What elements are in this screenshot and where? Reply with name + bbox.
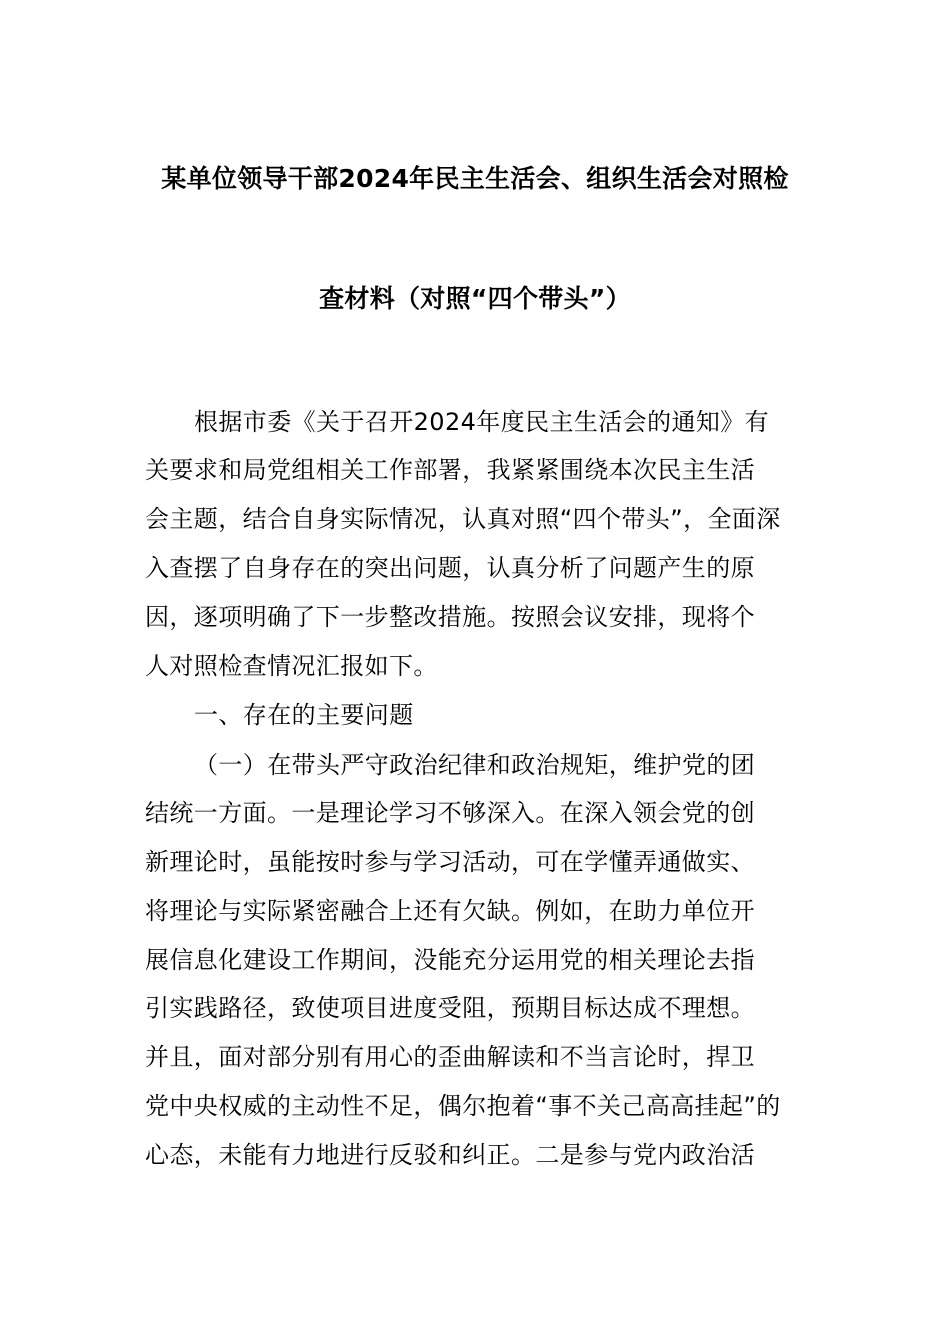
- paragraph-line: 并且，面对部分别有用心的歪曲解读和不当言论时，捍卫: [145, 1043, 755, 1071]
- paragraph-line: 心态，未能有力地进行反驳和纠正。二是参与党内政治活: [145, 1141, 755, 1169]
- paragraph-line: 入查摆了自身存在的突出问题，认真分析了问题产生的原: [145, 554, 755, 582]
- paragraph-line: 将理论与实际紧密融合上还有欠缺。例如，在助力单位开: [145, 897, 755, 925]
- subsection-heading-line: （一）在带头严守政治纪律和政治规矩，维护党的团: [194, 751, 756, 779]
- paragraph-line: 结统一方面。一是理论学习不够深入。在深入领会党的创: [145, 799, 755, 827]
- paragraph-line: 引实践路径，致使项目进度受阻，预期目标达成不理想。: [145, 994, 755, 1022]
- paragraph-line: 展信息化建设工作期间，没能充分运用党的相关理论去指: [145, 946, 755, 974]
- paragraph-line: 会主题，结合自身实际情况，认真对照“四个带头”，全面深: [145, 505, 781, 533]
- paragraph-line: 关要求和局党组相关工作部署，我紧紧围绕本次民主生活: [145, 456, 755, 484]
- paragraph-line: 人对照检查情况汇报如下。: [145, 652, 438, 680]
- document-title-line-1: 某单位领导干部2024年民主生活会、组织生活会对照检: [161, 164, 789, 193]
- paragraph-line: 新理论时，虽能按时参与学习活动，可在学懂弄通做实、: [145, 848, 755, 876]
- paragraph-line: 因，逐项明确了下一步整改措施。按照会议安排，现将个: [145, 603, 755, 631]
- paragraph-line: 党中央权威的主动性不足，偶尔抱着“事不关己高高挂起”的: [145, 1092, 781, 1120]
- document-title-line-2: 查材料（对照“四个带头”）: [319, 284, 631, 313]
- paragraph-line: 根据市委《关于召开2024年度民主生活会的通知》有: [194, 408, 770, 436]
- section-heading: 一、存在的主要问题: [194, 701, 414, 729]
